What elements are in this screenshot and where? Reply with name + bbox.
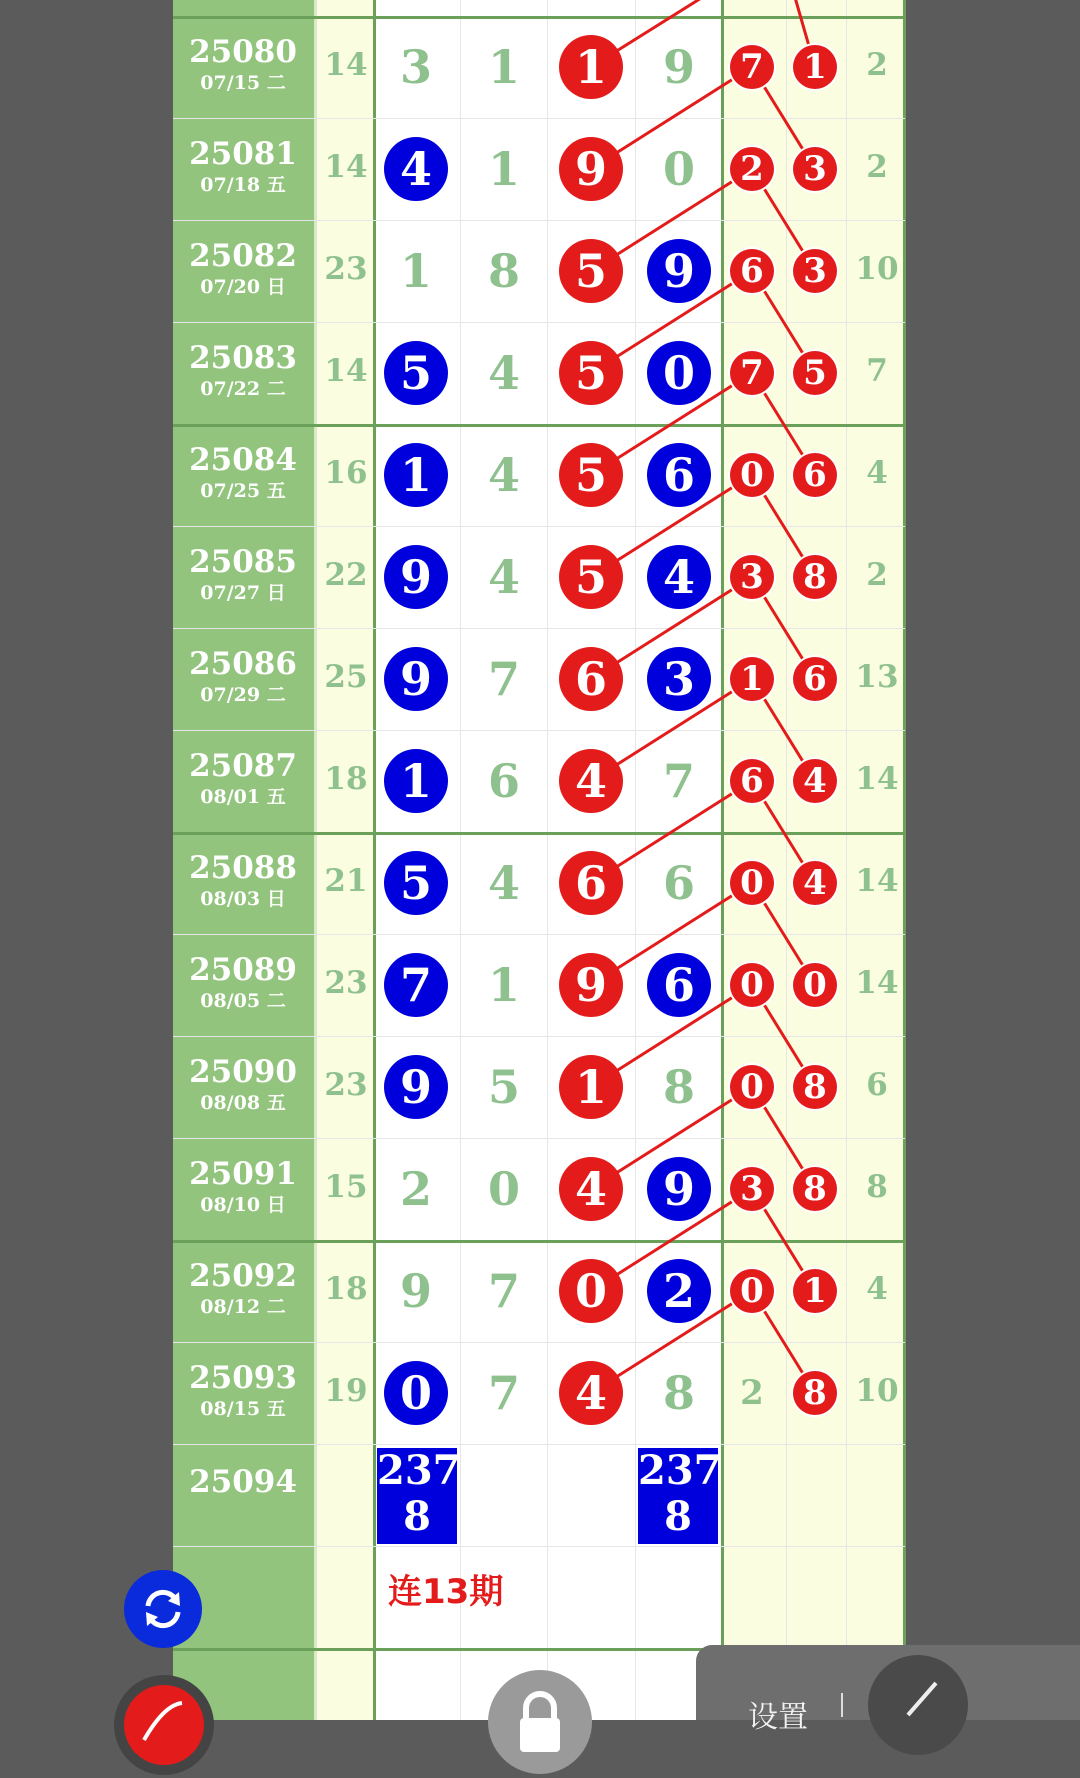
issue-number: 25092 — [189, 1258, 297, 1294]
x1-ball: 0 — [730, 453, 774, 497]
digit-1-ball: 4 — [384, 137, 448, 201]
issue-date: 07/22 二 — [200, 378, 286, 400]
span-value: 6 — [866, 1067, 888, 1103]
issue-number: 25089 — [189, 952, 297, 988]
refresh-button[interactable] — [124, 1570, 202, 1648]
digit-2: 6 — [487, 754, 520, 808]
digit-3-ball: 5 — [559, 545, 623, 609]
x1-ball: 2 — [730, 147, 774, 191]
issue-date: 07/15 二 — [200, 72, 286, 94]
digit-2: 5 — [487, 1060, 520, 1114]
span-value: 7 — [866, 353, 888, 389]
span-value: 2 — [866, 47, 888, 83]
digit-2: 7 — [487, 1366, 520, 1420]
digit-3-ball: 9 — [559, 953, 623, 1017]
digit-1-ball: 7 — [384, 953, 448, 1017]
digit-2: 4 — [487, 856, 520, 910]
digit-1-ball: 9 — [384, 545, 448, 609]
digit-4: 9 — [662, 40, 695, 94]
digit-1-ball: 5 — [384, 341, 448, 405]
issue-number: 25088 — [189, 850, 297, 886]
digit-2: 4 — [487, 550, 520, 604]
x1-ball: 6 — [730, 759, 774, 803]
digit-3-ball: 1 — [559, 35, 623, 99]
line-tool-button[interactable] — [868, 1655, 968, 1755]
digit-1: 2 — [399, 1162, 432, 1216]
digit-2: 7 — [487, 652, 520, 706]
grid-line-horizontal — [173, 1444, 905, 1445]
lock-button[interactable] — [488, 1670, 592, 1774]
digit-3-ball: 0 — [559, 1259, 623, 1323]
pen-icon — [124, 1685, 204, 1765]
sum-value: 22 — [324, 557, 368, 593]
digit-1-ball: 1 — [384, 443, 448, 507]
span-value: 14 — [855, 761, 899, 797]
digit-3-ball: 4 — [559, 1361, 623, 1425]
x2-ball: 4 — [793, 759, 837, 803]
span-value: 2 — [866, 557, 888, 593]
x2-ball: 0 — [793, 963, 837, 1007]
x1-ball: 0 — [730, 861, 774, 905]
issue-date: 08/01 五 — [200, 786, 286, 808]
digit-4: 7 — [662, 754, 695, 808]
issue-date: 07/20 日 — [200, 276, 286, 298]
x2-ball: 8 — [793, 1371, 837, 1415]
issue-date: 08/10 日 — [200, 1194, 286, 1216]
span-value: 10 — [855, 251, 899, 287]
digit-4-ball: 2 — [647, 1259, 711, 1323]
span-value: 14 — [855, 965, 899, 1001]
sum-value: 23 — [324, 965, 368, 1001]
issue-number: 25091 — [189, 1156, 297, 1192]
sum-value: 14 — [324, 149, 368, 185]
digit-4-ball: 3 — [647, 647, 711, 711]
digit-1-ball: 1 — [384, 749, 448, 813]
x2-ball: 6 — [793, 657, 837, 701]
line-tool-icon — [868, 1655, 968, 1755]
next-issue-number: 25094 — [189, 1464, 297, 1500]
sum-value: 19 — [324, 1373, 368, 1409]
digit-2: 1 — [487, 958, 520, 1012]
sum-value: 15 — [324, 1169, 368, 1205]
x2-ball: 1 — [793, 1269, 837, 1313]
x2-ball: 5 — [793, 351, 837, 395]
x2-ball: 8 — [793, 1065, 837, 1109]
x2-ball: 4 — [793, 861, 837, 905]
x1-ball: 0 — [730, 1269, 774, 1313]
digit-2: 4 — [487, 346, 520, 400]
issue-number: 25085 — [189, 544, 297, 580]
x2-ball: 8 — [793, 555, 837, 599]
span-value: 10 — [855, 1373, 899, 1409]
issue-number: 25093 — [189, 1360, 297, 1396]
x2-ball: 6 — [793, 453, 837, 497]
digit-2: 8 — [487, 244, 520, 298]
sum-value: 25 — [324, 659, 368, 695]
digit-1-ball: 9 — [384, 647, 448, 711]
digit-1-ball: 5 — [384, 851, 448, 915]
lock-icon — [488, 1670, 592, 1774]
issue-date: 08/12 二 — [200, 1296, 286, 1318]
sum-value: 18 — [324, 761, 368, 797]
digit-4-ball: 6 — [647, 443, 711, 507]
digit-2: 1 — [487, 142, 520, 196]
digit-3-ball: 9 — [559, 137, 623, 201]
x1-ball: 6 — [730, 249, 774, 293]
span-value: 13 — [855, 659, 899, 695]
digit-2: 1 — [487, 40, 520, 94]
digit-2: 4 — [487, 448, 520, 502]
digit-1-ball: 0 — [384, 1361, 448, 1425]
refresh-icon — [124, 1570, 202, 1648]
digit-3-ball: 4 — [559, 749, 623, 813]
issue-number: 25086 — [189, 646, 297, 682]
sum-value: 23 — [324, 251, 368, 287]
issue-number: 25087 — [189, 748, 297, 784]
toolbar-divider — [841, 1693, 843, 1717]
digit-1: 1 — [399, 244, 432, 298]
x1-ball: 7 — [730, 351, 774, 395]
span-value: 8 — [866, 1169, 888, 1205]
sum-value: 18 — [324, 1271, 368, 1307]
issue-number: 25083 — [189, 340, 297, 376]
issue-number: 25090 — [189, 1054, 297, 1090]
digit-4-ball: 9 — [647, 239, 711, 303]
x1-ball: 1 — [730, 657, 774, 701]
issue-number: 25084 — [189, 442, 297, 478]
grid-line-horizontal — [173, 1546, 905, 1547]
issue-number: 25080 — [189, 34, 297, 70]
x1-ball: 0 — [730, 963, 774, 1007]
issue-number: 25081 — [189, 136, 297, 172]
digit-4: 6 — [662, 856, 695, 910]
x1-value: 2 — [740, 1373, 764, 1413]
issue-date: 08/03 日 — [200, 888, 286, 910]
x1-ball: 7 — [730, 45, 774, 89]
x1-ball: 3 — [730, 1167, 774, 1211]
digit-3-ball: 4 — [559, 1157, 623, 1221]
digit-1: 9 — [399, 1264, 432, 1318]
issue-number: 25082 — [189, 238, 297, 274]
issue-date: 08/08 五 — [200, 1092, 286, 1114]
span-value: 4 — [866, 455, 888, 491]
span-value: 14 — [855, 863, 899, 899]
digit-4: 8 — [662, 1060, 695, 1114]
digit-3-ball: 6 — [559, 647, 623, 711]
digit-3-ball: 1 — [559, 1055, 623, 1119]
digit-4-ball: 0 — [647, 341, 711, 405]
streak-label: 连13期 — [388, 1572, 504, 1612]
issue-date: 08/05 二 — [200, 990, 286, 1012]
digit-2: 0 — [487, 1162, 520, 1216]
issue-date: 07/25 五 — [200, 480, 286, 502]
digit-3-ball: 6 — [559, 851, 623, 915]
digit-1-ball: 9 — [384, 1055, 448, 1119]
x2-ball: 3 — [793, 249, 837, 293]
sum-value: 23 — [324, 1067, 368, 1103]
digit-4: 0 — [662, 142, 695, 196]
digit-4-ball: 4 — [647, 545, 711, 609]
prediction-col4: 237 8 — [638, 1448, 718, 1544]
digit-4-ball: 9 — [647, 1157, 711, 1221]
span-value: 2 — [866, 149, 888, 185]
settings-button[interactable]: 设置 — [748, 1700, 808, 1735]
issue-date: 07/29 二 — [200, 684, 286, 706]
digit-4-ball: 6 — [647, 953, 711, 1017]
issue-date: 08/15 五 — [200, 1398, 286, 1420]
sum-value: 14 — [324, 353, 368, 389]
x2-ball: 1 — [793, 45, 837, 89]
pen-button[interactable] — [114, 1675, 214, 1775]
digit-2: 7 — [487, 1264, 520, 1318]
digit-3-ball: 5 — [559, 443, 623, 507]
issue-date: 07/18 五 — [200, 174, 286, 196]
digit-1: 3 — [399, 40, 432, 94]
sum-value: 16 — [324, 455, 368, 491]
x2-ball: 3 — [793, 147, 837, 191]
sum-value: 14 — [324, 47, 368, 83]
span-value: 4 — [866, 1271, 888, 1307]
x1-ball: 3 — [730, 555, 774, 599]
sum-value: 21 — [324, 863, 368, 899]
x1-ball: 0 — [730, 1065, 774, 1109]
prediction-col1: 237 8 — [377, 1448, 457, 1544]
issue-date: 07/27 日 — [200, 582, 286, 604]
digit-3-ball: 5 — [559, 239, 623, 303]
digit-3-ball: 5 — [559, 341, 623, 405]
digit-4: 8 — [662, 1366, 695, 1420]
x2-ball: 8 — [793, 1167, 837, 1211]
